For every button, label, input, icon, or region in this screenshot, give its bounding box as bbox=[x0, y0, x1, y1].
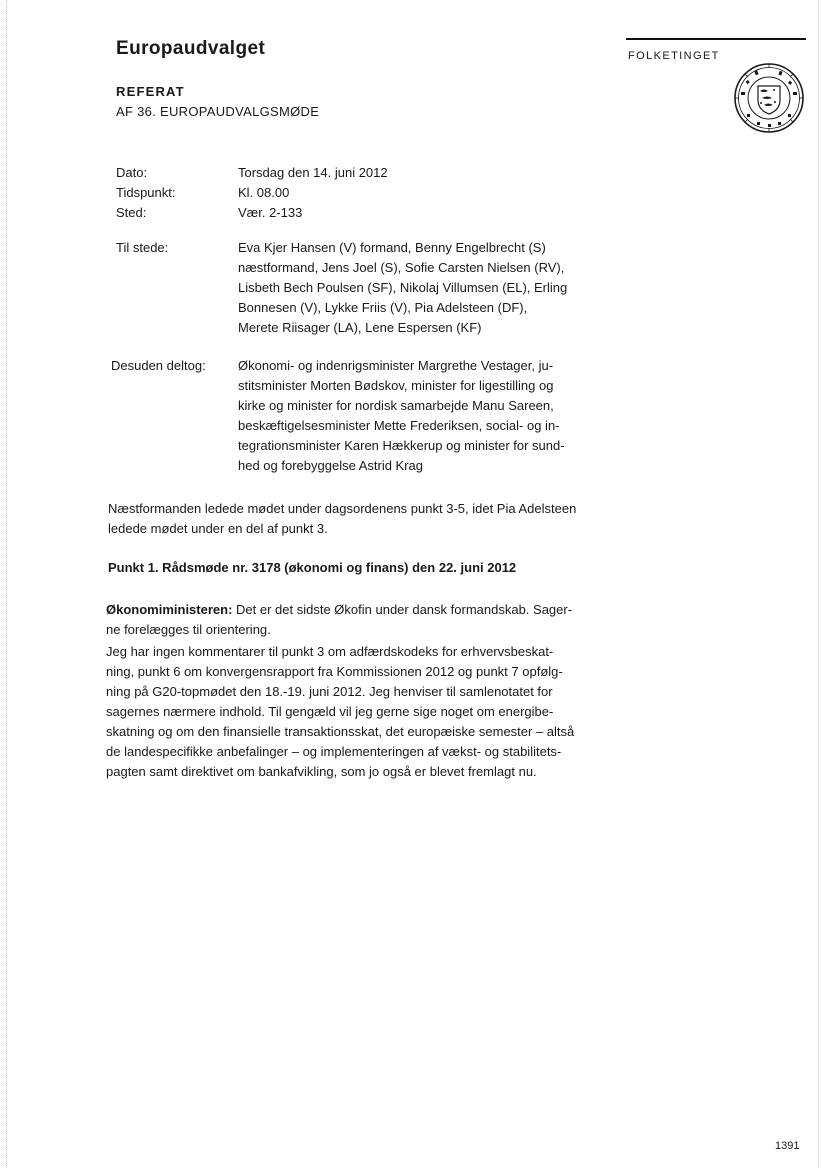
agenda-item-heading: Punkt 1. Rådsmøde nr. 3178 (økonomi og finans) den 22. juni 2012 bbox=[108, 560, 517, 575]
minister-statement-intro bbox=[106, 600, 606, 640]
also-present-line: Økonomi- og indenrigsminister Margrethe Vestager, ju- bbox=[238, 358, 554, 373]
statement-line: Jeg har ingen kommentarer til punkt 3 om adfærdskodeks for erhvervsbeskat- bbox=[106, 644, 554, 659]
date-value: Torsdag den 14. juni 2012 bbox=[238, 165, 388, 180]
time-label: Tidspunkt: bbox=[116, 185, 176, 200]
speaker-name: Økonomiministeren: bbox=[106, 602, 233, 617]
statement-line: sagernes nærmere indhold. Til gengæld vil jeg gerne sige noget om energibe- bbox=[106, 704, 554, 719]
committee-title: Europaudvalget bbox=[116, 38, 266, 59]
present-line: Eva Kjer Hansen (V) formand, Benny Engelbrecht (S) bbox=[238, 240, 546, 255]
meeting-reference: AF 36. EUROPAUDVALGSMØDE bbox=[116, 104, 320, 119]
also-present-line: hed og forebyggelse Astrid Krag bbox=[238, 458, 424, 473]
chair-note bbox=[108, 499, 598, 539]
also-present-label: Desuden deltog: bbox=[111, 358, 206, 373]
institution-label: FOLKETINGET bbox=[628, 50, 720, 62]
scan-edge-right bbox=[818, 0, 819, 1168]
statement-first-line bbox=[106, 600, 606, 620]
present-list bbox=[238, 238, 593, 338]
also-present-line: tegrationsminister Karen Hækkerup og minister for sund- bbox=[238, 438, 565, 453]
time-value: Kl. 08.00 bbox=[238, 185, 290, 200]
document-type: REFERAT bbox=[116, 84, 185, 99]
present-line: Merete Riisager (LA), Lene Espersen (KF) bbox=[238, 320, 482, 335]
header-rule bbox=[626, 38, 806, 40]
statement-text: Det er det sidste Økofin under dansk formandskab. Sager- bbox=[232, 602, 573, 617]
place-label: Sted: bbox=[116, 205, 147, 220]
present-line: Lisbeth Bech Poulsen (SF), Nikolaj Villumsen (EL), Erling bbox=[238, 280, 568, 295]
also-present-line: kirke og minister for nordisk samarbejde Manu Sareen, bbox=[238, 398, 554, 413]
present-line: næstformand, Jens Joel (S), Sofie Carsten Nielsen (RV), bbox=[238, 260, 565, 275]
statement-line: skatning og om den finansielle transaktionsskat, det europæiske semester – altså bbox=[106, 724, 575, 739]
scan-edge-left bbox=[6, 0, 7, 1168]
chair-note-line: Næstformanden ledede mødet under dagsordenens punkt 3-5, idet Pia Adelsteen bbox=[108, 501, 577, 516]
also-present-list bbox=[238, 356, 593, 476]
also-present-line: stitsminister Morten Bødskov, minister for ligestilling og bbox=[238, 378, 554, 393]
minister-statement-body bbox=[106, 642, 606, 782]
statement-line: de landespecifikke anbefalinger – og implementeringen af vækst- og stabilitets- bbox=[106, 744, 562, 759]
statement-line: pagten samt direktivet om bankafvikling, som jo også er blevet fremlagt nu. bbox=[106, 764, 537, 779]
page-number: 1391 bbox=[775, 1140, 800, 1152]
folketinget-seal-logo bbox=[733, 62, 805, 134]
present-label: Til stede: bbox=[116, 240, 169, 255]
statement-line: ne forelægges til orientering. bbox=[106, 622, 271, 637]
statement-line: ning, punkt 6 om konvergensrapport fra Kommissionen 2012 og punkt 7 opfølg- bbox=[106, 664, 563, 679]
also-present-line: beskæftigelsesminister Mette Frederiksen, social- og in- bbox=[238, 418, 560, 433]
chair-note-line: ledede mødet under en del af punkt 3. bbox=[108, 521, 328, 536]
date-label: Dato: bbox=[116, 165, 148, 180]
statement-line: ning på G20-topmødet den 18.-19. juni 2012. Jeg henviser til samlenotatet for bbox=[106, 684, 553, 699]
present-line: Bonnesen (V), Lykke Friis (V), Pia Adelsteen (DF), bbox=[238, 300, 528, 315]
place-value: Vær. 2-133 bbox=[238, 205, 303, 220]
